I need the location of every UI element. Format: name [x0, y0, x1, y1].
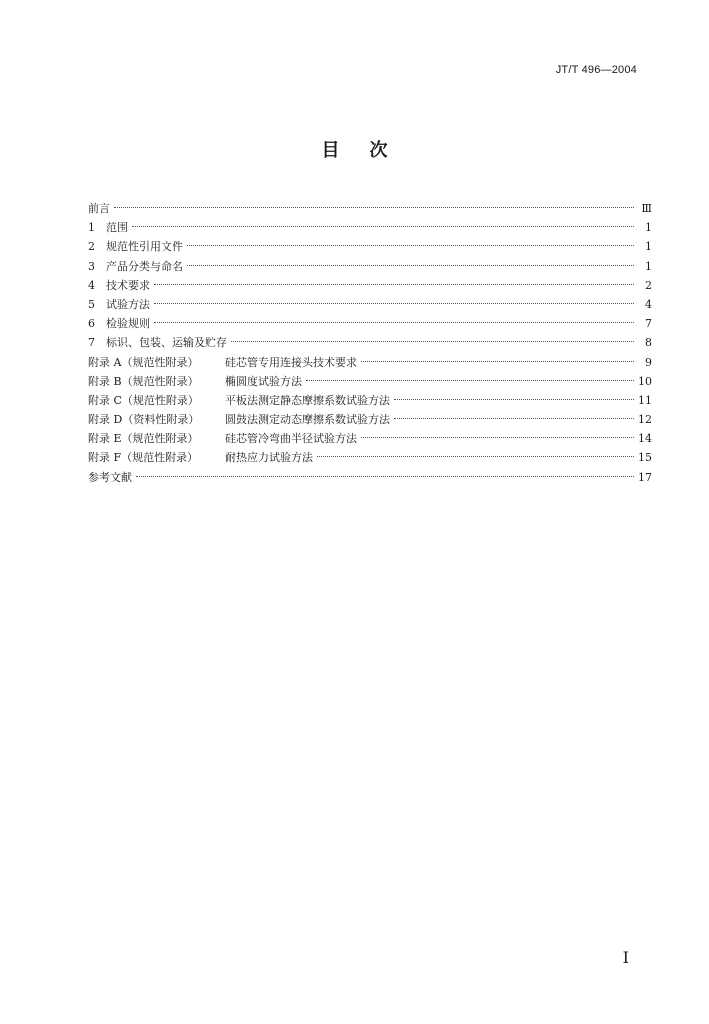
toc-entry-page: 2	[645, 278, 652, 292]
toc-entry[interactable]	[88, 372, 652, 391]
toc-entry-annex: 附录 F（规范性附录）	[88, 451, 199, 465]
toc-entry-number: 4	[88, 278, 95, 292]
toc-entry-annex: 附录 B（规范性附录）	[88, 374, 199, 388]
toc-entry[interactable]	[88, 391, 652, 410]
dot-leader	[394, 418, 634, 419]
toc-entry-label: 范围	[106, 221, 128, 235]
toc-entry-page: 7	[645, 317, 652, 331]
toc-entry-label: 参考文献	[88, 470, 132, 484]
toc-entry-label: 试验方法	[106, 297, 150, 311]
toc-entry-label: 椭圆度试验方法	[225, 374, 302, 388]
toc-entry-page: 4	[645, 297, 652, 311]
toc-entry[interactable]	[88, 429, 652, 448]
toc-entry-label: 标识、包装、运输及贮存	[106, 336, 227, 350]
dot-leader	[154, 303, 634, 304]
toc-entry-label: 圆鼓法测定动态摩擦系数试验方法	[225, 413, 390, 427]
toc-entry[interactable]	[88, 333, 652, 352]
toc-entry-page: 12	[638, 413, 652, 427]
dot-leader	[132, 226, 634, 227]
toc-entry[interactable]	[88, 276, 652, 295]
toc-entry-annex: 附录 A（规范性附录）	[88, 355, 199, 369]
dot-leader	[154, 284, 634, 285]
toc-entry[interactable]	[88, 295, 652, 314]
toc-entry-label: 产品分类与命名	[106, 259, 183, 273]
toc-entry[interactable]	[88, 199, 652, 218]
toc-entry-number: 2	[88, 240, 95, 254]
toc-entry-number: 7	[88, 336, 95, 350]
toc-entry-page: 17	[638, 470, 652, 484]
dot-leader	[361, 437, 634, 438]
toc-entry-label: 技术要求	[106, 278, 150, 292]
toc-entry-label: 硅芯管专用连接头技术要求	[225, 355, 357, 369]
toc-entry-page: 11	[638, 393, 652, 407]
dot-leader	[187, 245, 634, 246]
dot-leader	[317, 456, 634, 457]
toc-entry-number: 5	[88, 297, 95, 311]
toc-entry-label: 前言	[88, 202, 110, 215]
dot-leader	[361, 361, 634, 362]
toc-entry-number: 6	[88, 317, 95, 331]
toc-entry[interactable]	[88, 237, 652, 256]
toc-entry-page: 10	[638, 374, 652, 388]
toc-entry-number: 1	[88, 221, 95, 235]
toc-entry[interactable]	[88, 410, 652, 429]
dot-leader	[231, 341, 634, 342]
dot-leader	[136, 476, 634, 477]
toc-entry-label: 规范性引用文件	[106, 240, 183, 254]
toc-entry-annex: 附录 E（规范性附录）	[88, 432, 199, 446]
toc-entry[interactable]	[88, 314, 652, 333]
toc-entry-label: 耐热应力试验方法	[225, 451, 313, 465]
toc-entry-page: 1	[645, 240, 652, 254]
toc-entry-page: 8	[645, 336, 652, 350]
dot-leader	[394, 399, 634, 400]
toc-entry-page: 1	[645, 259, 652, 273]
toc-entry[interactable]	[88, 257, 652, 276]
toc-entry-label: 检验规则	[106, 317, 150, 331]
toc-entry[interactable]	[88, 468, 652, 487]
toc-entry[interactable]	[88, 218, 652, 237]
toc-entry-page: 1	[645, 221, 652, 235]
toc-entry-annex: 附录 C（规范性附录）	[88, 393, 199, 407]
page-title: 目次	[321, 140, 418, 161]
toc-entry-page: 9	[645, 355, 652, 369]
toc-entry-label: 硅芯管冷弯曲半径试验方法	[225, 432, 357, 446]
toc-entry-annex: 附录 D（资料性附录）	[88, 413, 200, 427]
dot-leader	[154, 322, 634, 323]
toc-entry-page: 15	[638, 451, 652, 465]
dot-leader	[306, 380, 634, 381]
table-of-contents	[88, 199, 652, 487]
toc-entry-label: 平板法测定静态摩擦系数试验方法	[225, 393, 390, 407]
dot-leader	[187, 265, 634, 266]
toc-entry-number: 3	[88, 259, 95, 273]
toc-entry[interactable]	[88, 448, 652, 467]
toc-entry-page: Ⅲ	[641, 202, 652, 215]
toc-entry[interactable]	[88, 353, 652, 372]
standard-code: JT/T 496—2004	[555, 64, 637, 76]
page-number: Ⅰ	[622, 948, 629, 967]
dot-leader	[114, 207, 634, 208]
toc-entry-page: 14	[638, 432, 652, 446]
